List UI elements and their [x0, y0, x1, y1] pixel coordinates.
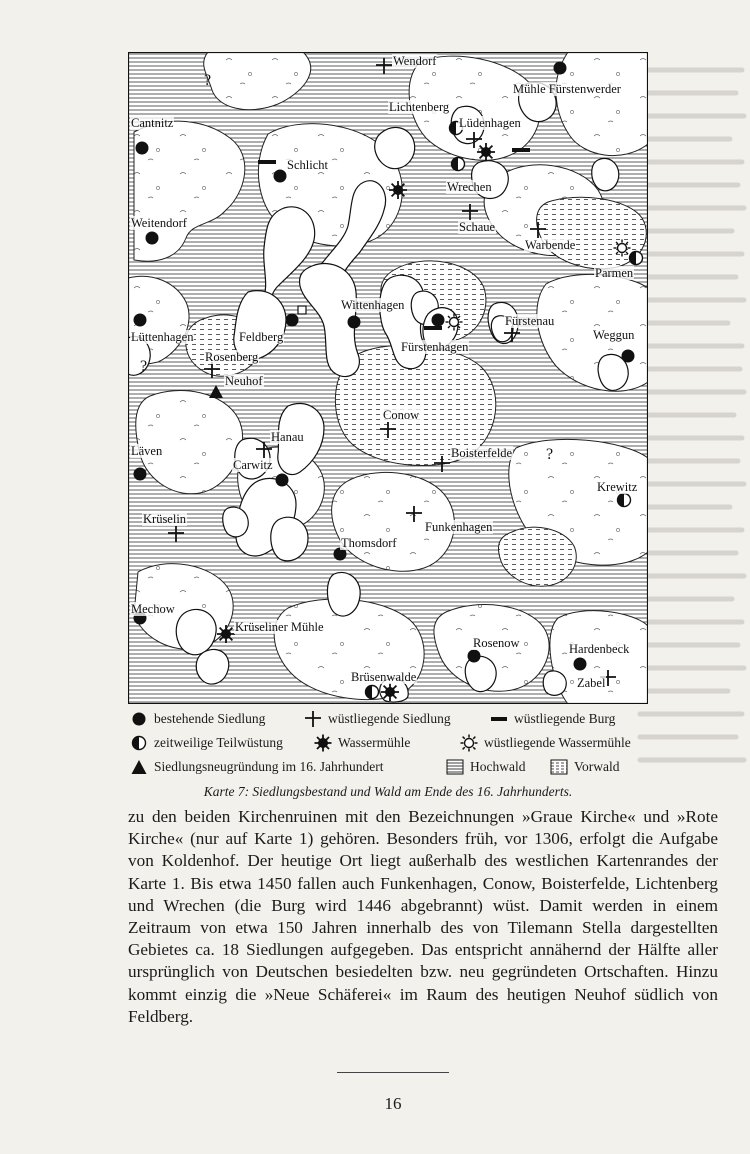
legend-item-new-foundation: Siedlungsneugründung im 16. Jahrhundert	[130, 758, 383, 776]
place-label-conow: Conow	[383, 408, 420, 422]
place-label-luettenhagen: Lüttenhagen	[131, 330, 194, 344]
page-number: 16	[384, 1094, 402, 1113]
deserted-watermill-icon	[460, 734, 478, 752]
place-label-rosenberg: Rosenberg	[205, 350, 259, 364]
body-paragraph: zu den beiden Kirchenruinen mit den Bezeichnungen »Graue Kirche« und »Rote Kirche« (nur auf Karte 1) gehören. Besonders früh, vor 1306, erfolgt die Aufgabe von Koldenhof. Der heutige Ort liegt außerhalb des westlichen Kartenrandes der Karte 1. Bis etwa 1450 fallen auch Funkenhagen, Conow, Boisterfelde, Lichtenberg und Wrechen (die Burg wird 1446 abgebrannt) wüst. Damit werden in einem Zeitraum von etwa 150 Jahren innerhalb des von Tilemann Stella dargestellten Gebietes ca. 18 Siedlungen aufgegeben. Das entspricht annähernd der Hälfte aller ursprünglich von Deutschen besiedelten bzw. neu gegründeten Ortschaften. Hinzu kommt einzig die »Neue Schäferei« im Raum des heutigen Neuhof südlich von Feldberg.	[128, 807, 718, 1026]
map-mark-feldberg-square	[298, 306, 306, 314]
map-mark-watermill-1	[389, 181, 407, 199]
map-symbol-schlicht	[274, 170, 287, 183]
legend-item-vorwald: Vorwald	[550, 758, 620, 776]
hochwald-swatch-icon	[446, 758, 464, 776]
place-label-mechow: Mechow	[131, 602, 175, 616]
place-label-cantnitz: Cantnitz	[131, 116, 174, 130]
legend-item-castle: wüstliegende Burg	[490, 710, 615, 728]
body-text	[128, 806, 718, 1028]
vorwald-swatch-icon	[550, 758, 568, 776]
map-symbol-hardenbeck	[574, 658, 587, 671]
map-symbol-bruesenwalde	[366, 686, 379, 699]
question-mark-north: ?	[204, 72, 212, 89]
filled-circle-icon	[130, 710, 148, 728]
place-label-krueselin: Krüselin	[143, 512, 187, 526]
place-label-fuerstenhagen: Fürstenhagen	[401, 340, 469, 354]
legend-item-watermill: Wassermühle	[314, 734, 410, 752]
map-symbol-krueseliner-muehle	[217, 625, 235, 643]
place-label-hardenbeck: Hardenbeck	[569, 642, 630, 656]
footer-rule	[337, 1072, 449, 1073]
map-symbol-muehle-fuerstenwerder	[554, 62, 567, 75]
question-mark-east: ?	[546, 446, 554, 463]
map-mark-watermill-2	[381, 683, 399, 701]
map-symbol-carwitz	[276, 474, 289, 487]
cross-icon	[304, 710, 322, 728]
map-mark-deserted-watermill-0	[614, 240, 631, 257]
map-symbol-feldberg	[286, 314, 299, 327]
place-label-funkenhagen: Funkenhagen	[425, 520, 493, 534]
place-label-weitendorf: Weitendorf	[131, 216, 187, 230]
map-symbol-luettenhagen	[134, 314, 147, 327]
map-symbol-wrechen	[452, 158, 465, 171]
place-label-carwitz: Carwitz	[233, 458, 273, 472]
map-symbol-krewitz	[618, 494, 631, 507]
watermill-icon	[314, 734, 332, 752]
legend-item-deserted: wüstliegende Siedlung	[304, 710, 451, 728]
map-symbol-parmen	[630, 252, 643, 265]
place-label-lichtenberg: Lichtenberg	[389, 100, 450, 114]
place-label-wendorf: Wendorf	[393, 54, 437, 68]
place-label-zabel: Zabel	[577, 676, 606, 690]
place-label-parmen: Parmen	[595, 266, 634, 280]
map-symbol-weitendorf	[146, 232, 159, 245]
map-symbol-cantnitz	[136, 142, 149, 155]
map-mark-burg-luedenhagen	[512, 148, 530, 152]
map-legend	[128, 706, 648, 782]
place-label-rosenow: Rosenow	[473, 636, 520, 650]
map-symbol-laeven	[134, 468, 147, 481]
place-label-wittenhagen: Wittenhagen	[341, 298, 405, 312]
place-label-weggun: Weggun	[593, 328, 635, 342]
place-label-fuerstenau: Fürstenau	[505, 314, 555, 328]
legend-item-partial: zeitweilige Teilwüstung	[130, 734, 283, 752]
map-mark-deserted-watermill-1	[446, 314, 463, 331]
place-label-krueseliner-muehle: Krüseliner Mühle	[235, 620, 324, 634]
place-label-schlicht: Schlicht	[287, 158, 328, 172]
place-label-thomsdorf: Thomsdorf	[341, 536, 397, 550]
place-label-neuhof: Neuhof	[225, 374, 263, 388]
legend-item-existing: bestehende Siedlung	[130, 710, 265, 728]
bar-icon	[490, 710, 508, 728]
question-mark-west: ?	[140, 358, 148, 375]
legend-item-hochwald: Hochwald	[446, 758, 525, 776]
place-label-wrechen: Wrechen	[447, 180, 492, 194]
place-label-hanau: Hanau	[271, 430, 304, 444]
map-symbol-wittenhagen	[348, 316, 361, 329]
map-symbol-fuerstenhagen	[432, 314, 445, 327]
map-mark-burg-fuerstenhagen	[424, 326, 442, 330]
triangle-icon	[130, 758, 148, 776]
place-label-schaue: Schaue	[459, 220, 496, 234]
map-drawing	[128, 52, 648, 704]
place-label-warbende: Warbende	[525, 238, 576, 252]
place-label-feldberg: Feldberg	[239, 330, 284, 344]
place-label-luedenhagen: Lüdenhagen	[459, 116, 521, 130]
map-symbol-rosenow	[468, 650, 481, 663]
place-label-bruesenwalde: Brüsenwalde	[351, 670, 417, 684]
legend-item-deserted-mill: wüstliegende Wassermühle	[460, 734, 631, 752]
place-label-krewitz: Krewitz	[597, 480, 638, 494]
map-symbol-weggun	[622, 350, 635, 363]
settlement-map	[128, 52, 648, 704]
map-caption: Karte 7: Siedlungsbestand und Wald am Ende des 16. Jahrhunderts.	[203, 784, 573, 799]
half-circle-icon	[130, 734, 148, 752]
map-mark-burg-schlicht	[258, 160, 276, 164]
place-label-laeven: Läven	[131, 444, 163, 458]
place-label-boisterfelde: Boisterfelde	[451, 446, 513, 460]
place-label-muehle-fuerstenwerder: Mühle Fürstenwerder	[513, 82, 621, 96]
bleed-through-text	[632, 58, 750, 778]
map-mark-watermill-0	[477, 143, 495, 161]
